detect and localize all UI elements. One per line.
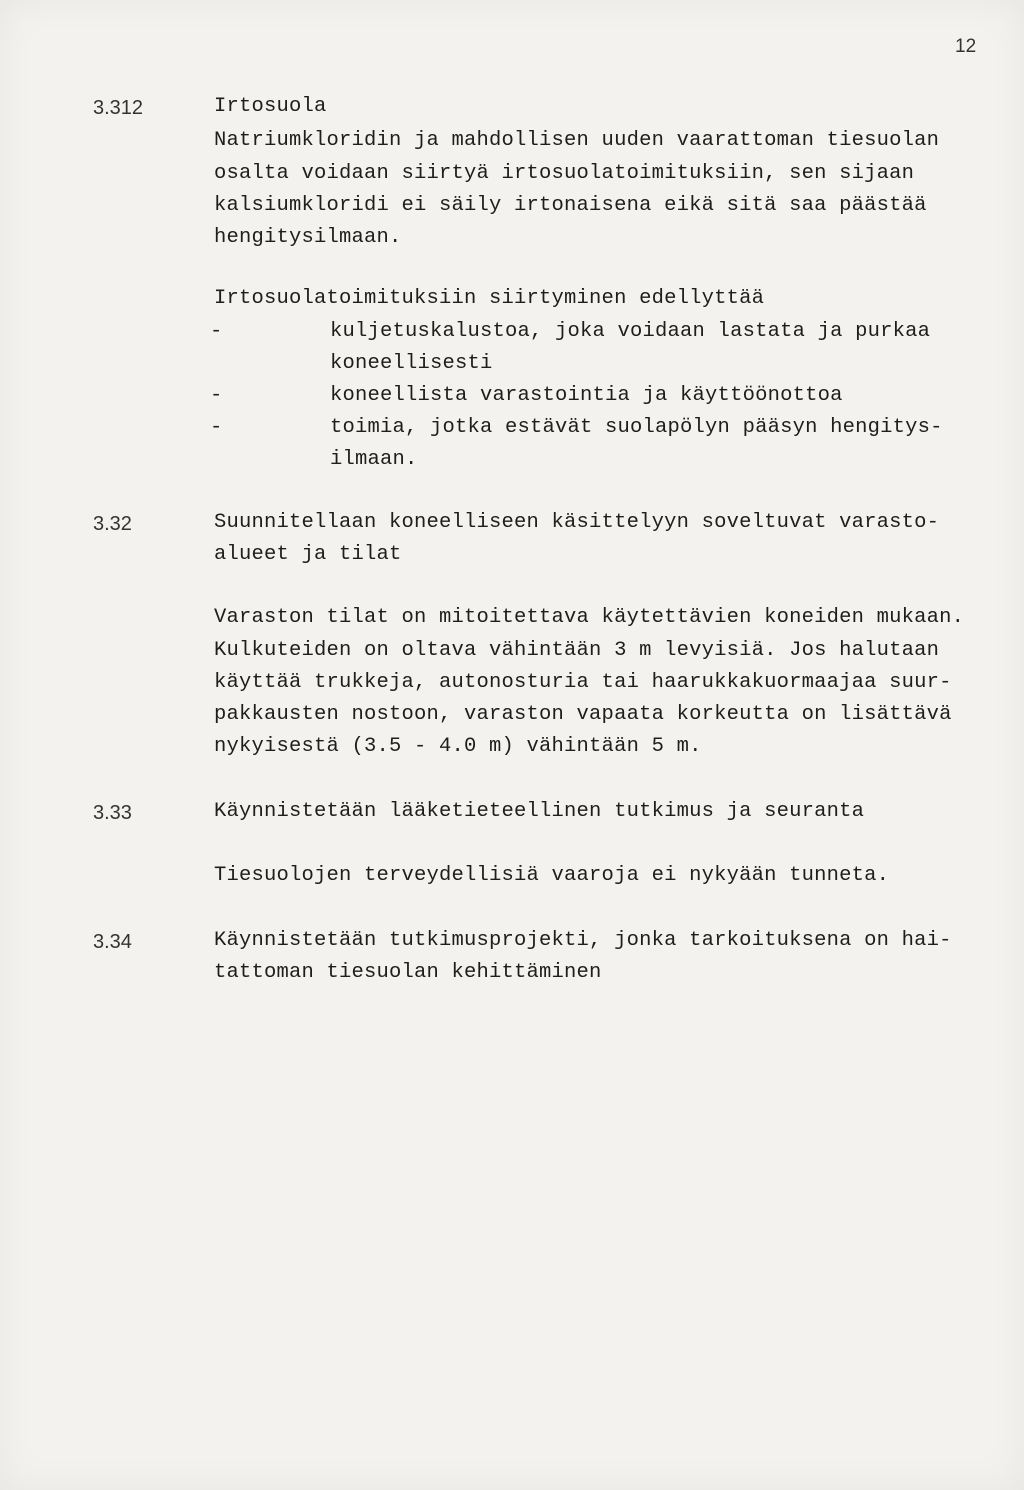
section-number-3312: 3.312 <box>93 97 144 119</box>
bullet-dash: - <box>210 320 223 343</box>
section-title-334: Käynnistetään tutkimusprojekti, jonka tarkoituksena on hai- <box>214 929 952 952</box>
paragraph-line: osalta voidaan siirtyä irtosuolatoimituksiin, sen sijaan <box>214 162 915 185</box>
bullet-text: toimia, jotka estävät suolapölyn pääsyn hengitys- <box>330 416 943 439</box>
paragraph-line: Kulkuteiden on oltava vähintään 3 m levyisiä. Jos halutaan <box>214 639 940 662</box>
paragraph-line: Tiesuolojen terveydellisiä vaaroja ei nykyään tunneta. <box>214 864 890 887</box>
paragraph-intro: Irtosuolatoimituksiin siirtyminen edellyttää <box>214 287 765 310</box>
section-number-334: 3.34 <box>93 931 132 953</box>
section-title-334-cont: tattoman tiesuolan kehittäminen <box>214 961 602 984</box>
paragraph-line: nykyisestä (3.5 - 4.0 m) vähintään 5 m. <box>214 735 702 758</box>
section-number-333: 3.33 <box>93 802 132 824</box>
paragraph-line: pakkausten nostoon, varaston vapaata korkeutta on lisättävä <box>214 703 952 726</box>
page-number: 12 <box>955 36 977 57</box>
section-number-332: 3.32 <box>93 513 132 535</box>
section-title-332: Suunnitellaan koneelliseen käsittelyyn soveltuvat varasto- <box>214 511 940 534</box>
section-title-332-cont: alueet ja tilat <box>214 543 402 566</box>
bullet-text: koneellista varastointia ja käyttöönottoa <box>330 384 843 407</box>
paragraph-line: kalsiumkloridi ei säily irtonaisena eikä sitä saa päästää <box>214 194 927 217</box>
paragraph-line: hengitysilmaan. <box>214 226 402 249</box>
section-title-3312: Irtosuola <box>214 95 327 118</box>
paragraph-line: Varaston tilat on mitoitettava käytettävien koneiden mukaan. <box>214 606 965 629</box>
paragraph-line: Natriumkloridin ja mahdollisen uuden vaarattoman tiesuolan <box>214 129 940 152</box>
section-title-333: Käynnistetään lääketieteellinen tutkimus ja seuranta <box>214 800 865 823</box>
bullet-dash: - <box>210 384 223 407</box>
bullet-dash: - <box>210 416 223 439</box>
bullet-text: ilmaan. <box>330 448 418 471</box>
paragraph-line: käyttää trukkeja, autonosturia tai haarukkakuormaajaa suur- <box>214 671 952 694</box>
bullet-text: kuljetuskalustoa, joka voidaan lastata ja purkaa <box>330 320 931 343</box>
bullet-text: koneellisesti <box>330 352 493 375</box>
